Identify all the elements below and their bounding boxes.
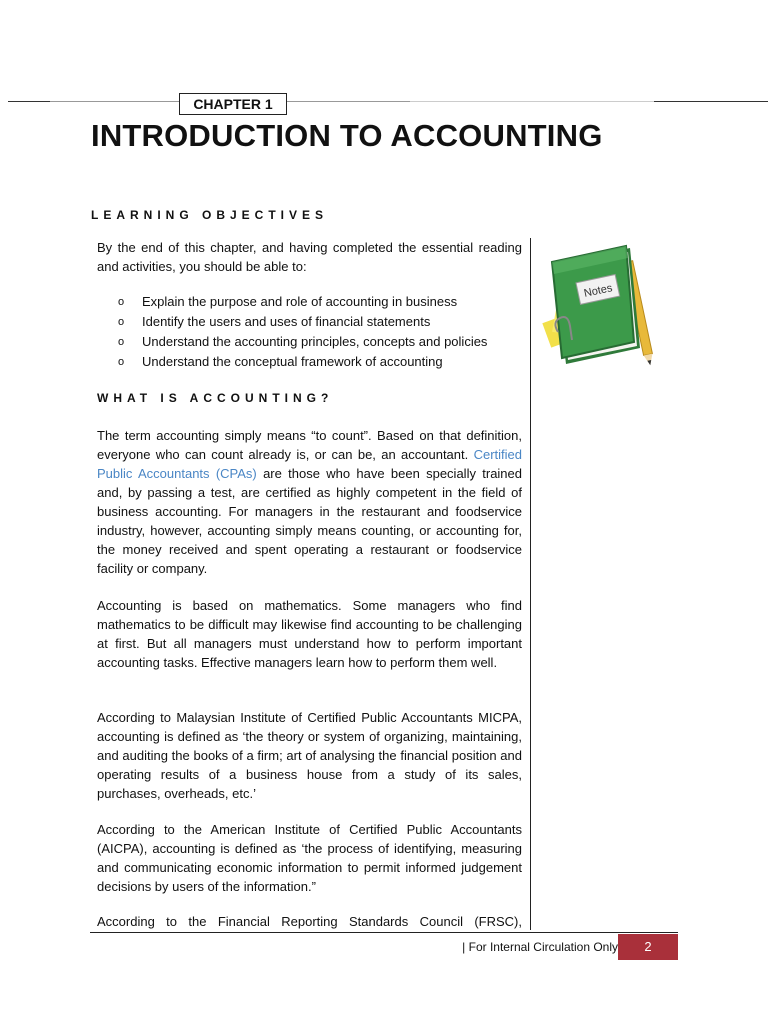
notes-label: Notes [582,282,614,300]
bullet-marker: o [118,296,125,308]
chapter-label: CHAPTER 1 [179,93,287,115]
page-title: INTRODUCTION TO ACCOUNTING [91,118,603,153]
list-item-text: Understand the accounting principles, concepts and policies [142,334,488,349]
bullet-marker: o [118,336,125,348]
objectives-intro: By the end of this chapter, and having completed the essential reading and activities, you should be able to: [97,240,522,274]
notes-book-icon [540,240,665,370]
column-divider [530,238,531,930]
page-number: 2 [618,934,678,960]
bullet-marker: o [118,356,125,368]
paragraph-frsc: According to the Financial Reporting Standards Council (FRSC), [97,914,522,929]
paragraph-text: are those who have been specially trained and, by passing a test, are certified as highly competent in the field of business accounting. For managers in the restaurant and foodservice industry, however, accounting simply means counting, or accounting for, the money received and spent operating a restaurant or foodservice facility or company. [97,466,523,576]
top-rule-mid [410,101,654,102]
paragraph-text: The term accounting simply means “to count”. Based on that definition, everyone who can count already is, or can be, an accountant. [97,428,522,462]
list-item [118,332,487,352]
footer-circulation-note: | For Internal Circulation Only [462,940,618,954]
top-rule-right [654,101,768,102]
footer-rule [90,932,678,933]
paragraph-micpa: According to Malaysian Institute of Certified Public Accountants MICPA, accounting is defined as ‘the theory or system of organizing, maintaining, and auditing the books of a firm; art of analysing the financial position and operating results of a business house from a study of its sales, purchases, overheads, etc.’ [97,710,522,801]
what-is-accounting-heading: WHAT IS ACCOUNTING? [97,391,334,405]
paragraph-aicpa: According to the American Institute of Certified Public Accountants (AICPA), accounting is defined as ‘the process of identifying, measuring and communicating economic information to permit informed judgement decisions by users of the information.” [97,822,522,894]
list-item [118,292,487,312]
bullet-marker: o [118,316,125,328]
learning-objectives-heading: LEARNING OBJECTIVES [91,208,329,222]
objectives-list [118,292,487,372]
top-rule-left [8,101,50,102]
list-item [118,352,487,372]
list-item [118,312,487,332]
cpa-link[interactable]: Certified Public Accountants (CPAs) [97,447,522,481]
paragraph-mathematics: Accounting is based on mathematics. Some managers who find mathematics to be difficult may likewise find accounting to be challenging at first. But all managers must understand how to perform important accounting tasks. Effective managers learn how to perform them well. [97,598,522,670]
list-item-text: Identify the users and uses of financial statements [142,314,431,329]
paragraph-definition [97,426,522,578]
list-item-text: Explain the purpose and role of accounting in business [142,294,458,309]
list-item-text: Understand the conceptual framework of accounting [142,354,443,369]
